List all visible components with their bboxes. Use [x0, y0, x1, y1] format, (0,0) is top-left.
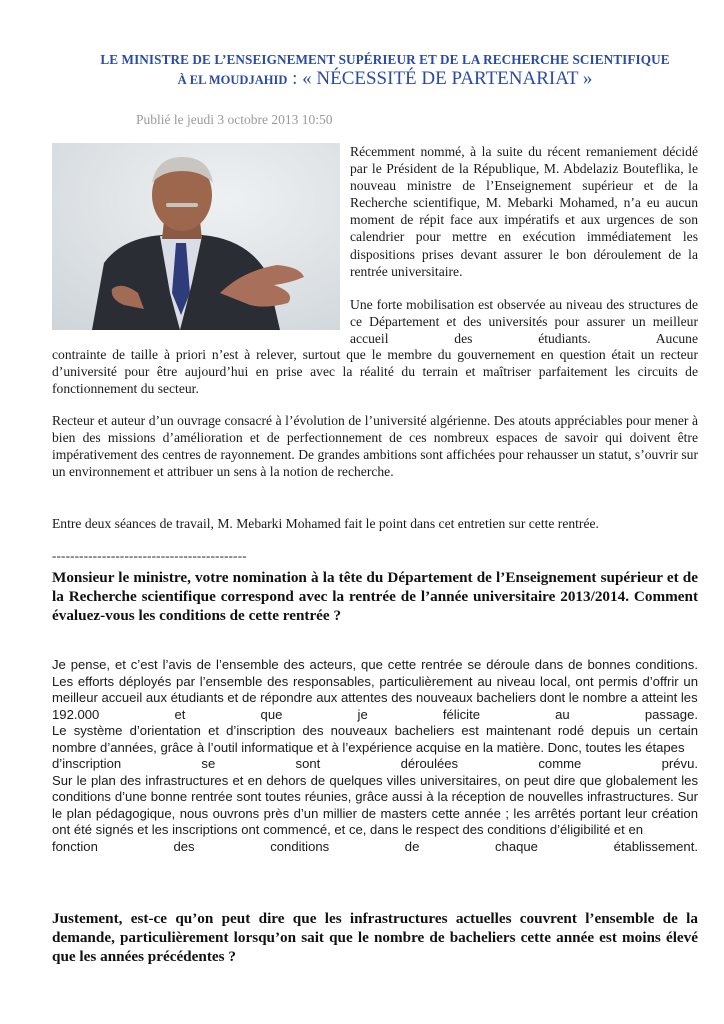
- intro-paragraph-2: Une forte mobilisation est observée au niveau des structures de ce Département et des universités pour assurer un meilleur accueil des étudiants. Aucune: [350, 297, 698, 347]
- title-headline: : « NÉCESSITÉ DE PARTENARIAT »: [287, 68, 593, 89]
- answer-text: Le système d’orientation et d’inscription des nouveaux bacheliers est maintenant rodé depuis un certain nombre d’années, grâce à l’outil informatique et à l’expérience acquise en la matière. Donc, toutes les étapes: [52, 723, 698, 755]
- intro-paragraph-4: Recteur et auteur d’un ouvrage consacré à l’évolution de l’université algérienne. Des atouts appréciables pour mener à bien des missions d’amélioration et de perfectionnement de ces nombreux espaces de savoir qui doivent être impérativement des centres de rayonnement. De grandes ambitions sont affichées pour rehausser un statut, s’ouvrir sur un environnement et attribuer un sens à la notion de recherche.: [52, 413, 698, 480]
- intro-paragraph-1: Récemment nommé, à la suite du récent remaniement décidé par le Président de la République, M. Abdelaziz Bouteflika, le nouveau ministre de l’Enseignement supérieur et de la Recherche scientifique, M. Mebarki Mohamed, n’a eu aucun moment de répit face aux impératifs et aux urgences de son calendrier pour mettre en exécution immédiatement les dispositions prises devant assurer le bon déroulement de la rentrée universitaire.: [350, 144, 698, 279]
- answer-text: 192.000 et que je félicite au passage.: [52, 706, 698, 722]
- interview-answer-1: [52, 657, 698, 855]
- answer-text: Sur le plan des infrastructures et en dehors de quelques villes universitaires, on peut dire que globalement les conditions d’une bonne rentrée sont toutes réunies, grâce aussi à la réception de nouvelles infrastructures. Sur le plan pédagogique, nous ouvrons près d’un millier de masters cette année ; les arrêtés portant leur création ont été signés et les inscriptions ont commencé, et ce, dans le respect des conditions d’éligibilité et en: [52, 772, 698, 837]
- answer-text: d’inscription se sont déroulées comme prévu.: [52, 756, 698, 771]
- article-title-line2: [40, 68, 724, 90]
- answer-text: Je pense, et c’est l’avis de l’ensemble des acteurs, que cette rentrée se déroule dans de bonnes conditions. Les efforts déployés par l’ensemble des responsables, particulièrement au niveau local, ont permis d’offrir un meilleur accueil aux étudiants et de répondre aux attentes des nouveaux bacheliers dont le nombre a atteint les: [52, 657, 698, 705]
- publication-date: Publié le jeudi 3 octobre 2013 10:50: [136, 112, 333, 127]
- article-title-line1: LE MINISTRE DE L’ENSEIGNEMENT SUPÉRIEUR ET DE LA RECHERCHE SCIENTIFIQUE: [100, 52, 670, 67]
- title-source: À EL MOUDJAHID: [177, 73, 288, 87]
- minister-photo: [52, 143, 340, 330]
- interview-question-1: Monsieur le ministre, votre nomination à la tête du Département de l’Enseignement supérieur et de la Recherche scientifique correspond avec la rentrée de l’année universitaire 2013/2014. Comment évaluez-vous les conditions de cette rentrée ?: [52, 569, 698, 624]
- intro-paragraph-5: Entre deux séances de travail, M. Mebarki Mohamed fait le point dans cet entretien sur cette rentrée.: [52, 516, 599, 531]
- intro-paragraph-3: contrainte de taille à priori n’est à relever, surtout que le membre du gouvernement en question était un recteur d’université pour être aujourd’hui en prise avec la réalité du terrain et maîtriser parfaitement les circuits de fonctionnement du secteur.: [52, 347, 698, 397]
- interview-question-2: Justement, est-ce qu’on peut dire que les infrastructures actuelles couvrent l’ensemble de la demande, particulièrement lorsqu’on sait que le nombre de bacheliers cette année est moins élevé que les années précédentes ?: [52, 910, 698, 965]
- answer-text: fonction des conditions de chaque établissement.: [52, 838, 698, 854]
- section-separator: -------------------------------------------: [52, 548, 247, 563]
- portrait-illustration: [52, 143, 340, 330]
